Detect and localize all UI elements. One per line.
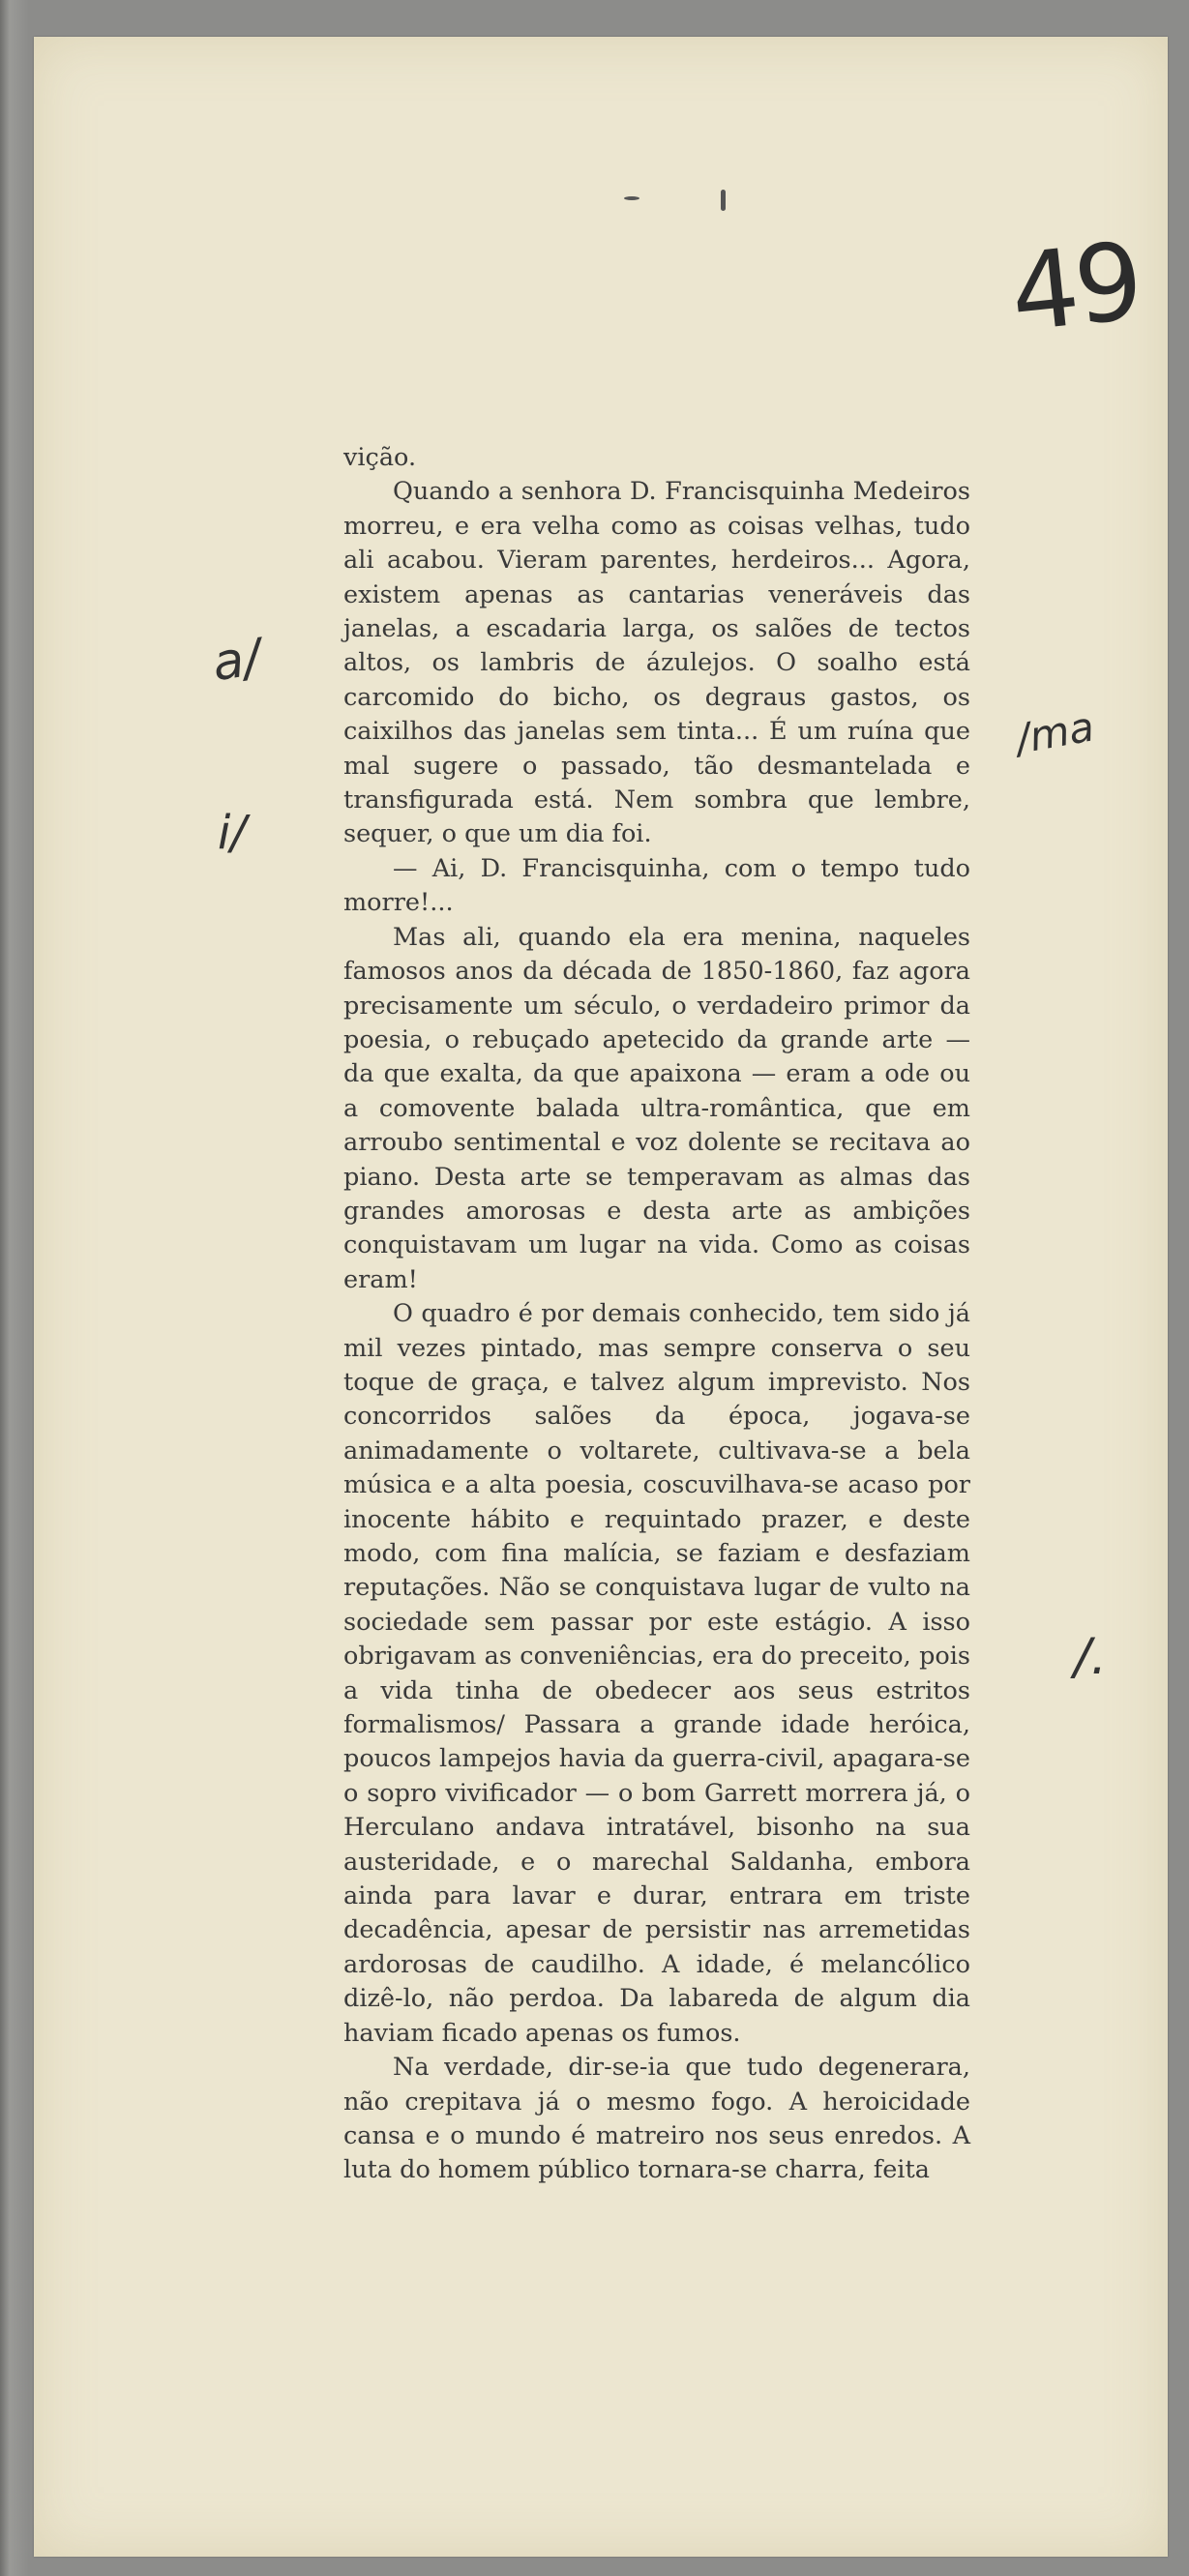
margin-correction-i: i/ [218, 806, 247, 860]
document-page [34, 37, 1168, 2557]
paragraph: vição. [343, 443, 417, 472]
paragraph: Quando a senhora D. Francisquinha Medeiros morreu, e era velha como as coisas velhas, tudo ali acabou. Vieram parentes, herdeiros... Agora, existem apenas as cantarias veneráveis das janelas, a escadaria larga, os salões de tectos altos, os lambris de ázulejos. O soalho está carcomido do bicho, os degraus gastos, os caixilhos das janelas sem tinta... É um ruína que mal sugere o passado, tão desmantelada e transfigurada está. Nem sombra que lembre, sequer, o que um dia foi. [343, 477, 970, 849]
body-text [343, 441, 970, 2188]
ink-speck [721, 190, 726, 211]
margin-correction-a: a/ [209, 628, 265, 694]
handwritten-page-number: 49 [1004, 219, 1145, 356]
ink-speck [624, 196, 639, 200]
margin-correction-period: /. [1074, 1628, 1108, 1686]
paragraph: Na verdade, dir-se-ia que tudo degenerara, não crepitava já o mesmo fogo. A heroicidade cansa e o mundo é matreiro nos seus enredos. A luta do homem público tornara-se charra, feita [343, 2053, 970, 2185]
margin-correction-ma: /ma [1012, 702, 1098, 763]
paragraph: Mas ali, quando ela era menina, naqueles famosos anos da década de 1850-1860, faz agora precisamente um século, o verdadeiro primor da poesia, o rebuçado apetecido da grande arte — da que exalta, da que apaixona — eram a ode ou a comovente balada ultra-romântica, que em arroubo sentimental e voz dolente se recitava ao piano. Desta arte se temperavam as almas das grandes amorosas e desta arte as ambições conquistavam um lugar na vida. Como as coisas eram! [343, 922, 970, 1294]
paragraph: — Ai, D. Francisquinha, com o tempo tudo morre!... [343, 853, 970, 918]
paragraph: O quadro é por demais conhecido, tem sido já mil vezes pintado, mas sempre conserva o seu toque de graça, e talvez algum imprevisto. Nos concorridos salões da época, jogava-se animadamente o voltarete, cultivava-se a bela música e a alta poesia, coscuvilhava-se acaso por inocente hábito e requintado prazer, e deste modo, com fina malícia, se faziam e desfaziam reputações. Não se conquistava lugar de vulto na sociedade sem passar por este estágio. A isso obrigavam as conveniências, era do preceito, pois a vida tinha de obedecer aos seus estritos formalismos/ Passara a grande idade heróica, poucos lampejos havia da guerra-civil, apagara-se o sopro vivificador — o bom Garrett morrera já, o Herculano andava intratável, bisonho na sua austeridade, e o marechal Saldanha, embora ainda para lavar e durar, entrara em triste decadência, apesar de persistir nas arremetidas ardorosas de caudilho. A idade, é melancólico dizê-lo, não perdoa. Da labareda de algum dia haviam ficado apenas os fumos. [343, 1299, 970, 2048]
